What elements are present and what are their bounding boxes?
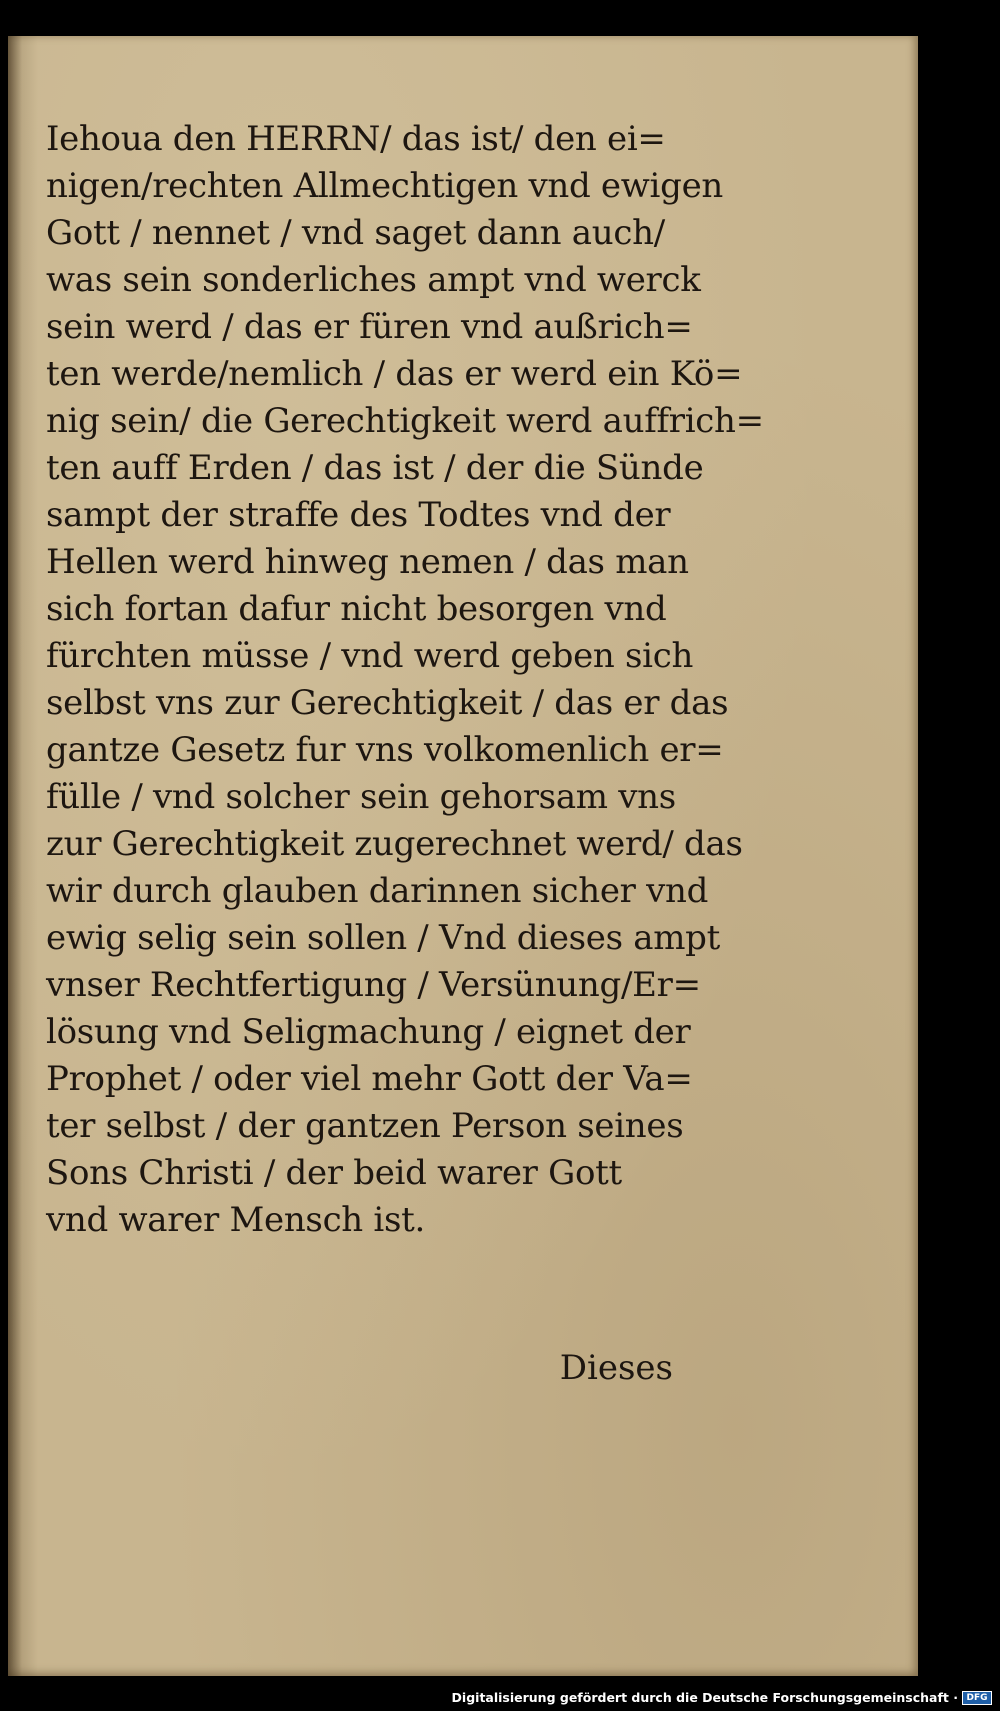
text-line: was sein sonderliches ampt vnd werck (46, 260, 701, 300)
catchword: Dieses (559, 1348, 673, 1388)
dfg-logo-icon: DFG (962, 1691, 992, 1705)
text-line: zur Gerechtigkeit zugerechnet werd/ das (46, 824, 743, 864)
text-line: vnser Rechtfertigung / Versünung/Er= (46, 965, 701, 1005)
text-line: fülle / vnd solcher sein gehorsam vns (46, 777, 676, 817)
text-line: ter selbst / der gantzen Person seines (46, 1106, 684, 1146)
text-line: gantze Gesetz fur vns volkomenlich er= (46, 730, 724, 770)
text-line: Sons Christi / der beid warer Gott (46, 1153, 622, 1193)
text-line: sein werd / das er füren vnd außrich= (46, 307, 693, 347)
footer-bar (0, 1685, 1000, 1711)
text-line: vnd warer Mensch ist. (46, 1200, 426, 1240)
text-line: Prophet / oder viel mehr Gott der Va= (46, 1059, 693, 1099)
text-line: selbst vns zur Gerechtigkeit / das er das (46, 683, 729, 723)
text-line: Gott / nennet / vnd saget dann auch/ (46, 213, 665, 253)
text-line: Hellen werd hinweg nemen / das man (46, 542, 689, 582)
text-line: lösung vnd Seligmachung / eignet der (46, 1012, 691, 1052)
text-line: nigen/rechten Allmechtigen vnd ewigen (46, 166, 724, 206)
body-text (46, 116, 764, 1244)
text-line: nig sein/ die Gerechtigkeit werd auffrich= (46, 401, 764, 441)
text-line: sampt der straffe des Todtes vnd der (46, 495, 671, 535)
book-page (8, 36, 918, 1676)
text-line: sich fortan dafur nicht besorgen vnd (46, 589, 667, 629)
text-line: Iehoua den HERRN/ das ist/ den ei= (46, 119, 666, 159)
text-line: fürchten müsse / vnd werd geben sich (46, 636, 694, 676)
text-line: wir durch glauben darinnen sicher vnd (46, 871, 709, 911)
text-line: ten werde/nemlich / das er werd ein Kö= (46, 354, 743, 394)
funding-credit: Digitalisierung gefördert durch die Deutsche Forschungsgemeinschaft · (451, 1690, 958, 1705)
page-spine-shadow (8, 36, 22, 1676)
text-line: ewig selig sein sollen / Vnd dieses ampt (46, 918, 721, 958)
text-line: ten auff Erden / das ist / der die Sünde (46, 448, 704, 488)
